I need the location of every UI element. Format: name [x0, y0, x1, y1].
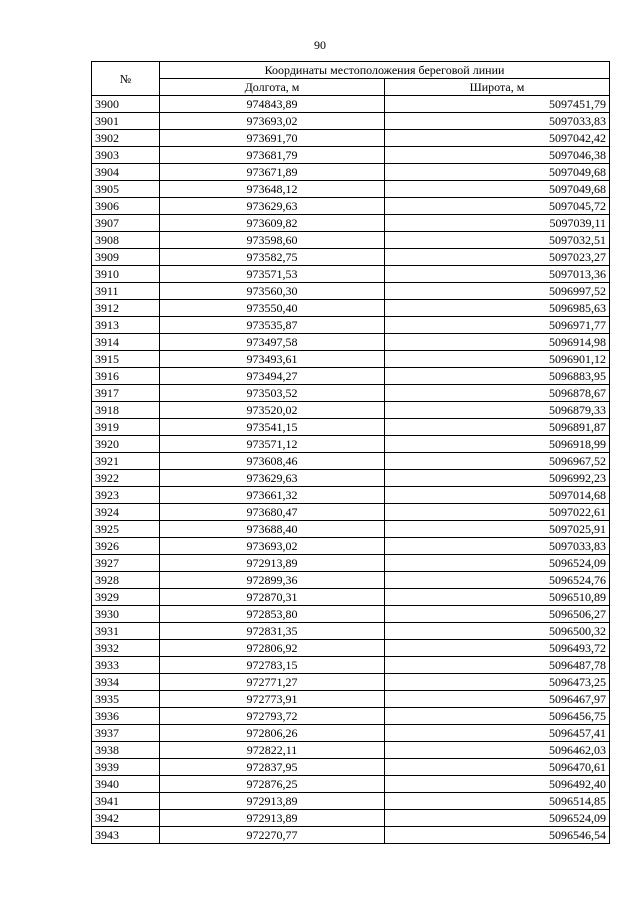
point-number-cell: 3910	[92, 266, 160, 283]
longitude-cell: 972270,77	[160, 827, 385, 844]
latitude-cell: 5096456,75	[385, 708, 610, 725]
table-row	[92, 742, 610, 759]
longitude-cell: 972913,89	[160, 793, 385, 810]
table-subheader-row	[92, 79, 610, 96]
latitude-cell: 5096506,27	[385, 606, 610, 623]
latitude-cell: 5096467,97	[385, 691, 610, 708]
point-number-cell: 3939	[92, 759, 160, 776]
longitude-cell: 972831,35	[160, 623, 385, 640]
latitude-cell: 5096918,99	[385, 436, 610, 453]
longitude-cell: 973520,02	[160, 402, 385, 419]
table-row	[92, 555, 610, 572]
table-row	[92, 164, 610, 181]
point-number-cell: 3924	[92, 504, 160, 521]
point-number-cell: 3937	[92, 725, 160, 742]
latitude-cell: 5096546,54	[385, 827, 610, 844]
point-number-cell: 3929	[92, 589, 160, 606]
table-row	[92, 691, 610, 708]
point-number-cell: 3914	[92, 334, 160, 351]
latitude-cell: 5096914,98	[385, 334, 610, 351]
point-number-cell: 3938	[92, 742, 160, 759]
latitude-cell: 5096992,23	[385, 470, 610, 487]
point-number-cell: 3901	[92, 113, 160, 130]
latitude-cell: 5097451,79	[385, 96, 610, 113]
table-row	[92, 759, 610, 776]
latitude-cell: 5097049,68	[385, 181, 610, 198]
coordinates-table	[91, 61, 610, 844]
point-number-cell: 3905	[92, 181, 160, 198]
latitude-cell: 5097032,51	[385, 232, 610, 249]
point-number-cell: 3933	[92, 657, 160, 674]
longitude-cell: 972793,72	[160, 708, 385, 725]
table-row	[92, 419, 610, 436]
point-number-cell: 3925	[92, 521, 160, 538]
latitude-column-header: Широта, м	[385, 79, 610, 96]
latitude-cell: 5096457,41	[385, 725, 610, 742]
longitude-cell: 973608,46	[160, 453, 385, 470]
latitude-cell: 5096470,61	[385, 759, 610, 776]
longitude-cell: 972876,25	[160, 776, 385, 793]
latitude-cell: 5097033,83	[385, 113, 610, 130]
table-row	[92, 334, 610, 351]
point-number-cell: 3922	[92, 470, 160, 487]
latitude-cell: 5096487,78	[385, 657, 610, 674]
latitude-cell: 5096493,72	[385, 640, 610, 657]
table-row	[92, 453, 610, 470]
longitude-cell: 973680,47	[160, 504, 385, 521]
latitude-cell: 5097045,72	[385, 198, 610, 215]
latitude-cell: 5097014,68	[385, 487, 610, 504]
table-row	[92, 436, 610, 453]
latitude-cell: 5097049,68	[385, 164, 610, 181]
point-number-cell: 3940	[92, 776, 160, 793]
latitude-cell: 5096462,03	[385, 742, 610, 759]
longitude-cell: 972773,91	[160, 691, 385, 708]
table-row	[92, 300, 610, 317]
latitude-cell: 5097042,42	[385, 130, 610, 147]
point-number-cell: 3917	[92, 385, 160, 402]
longitude-cell: 973693,02	[160, 538, 385, 555]
latitude-cell: 5097023,27	[385, 249, 610, 266]
longitude-cell: 972806,26	[160, 725, 385, 742]
point-number-cell: 3926	[92, 538, 160, 555]
longitude-cell: 973609,82	[160, 215, 385, 232]
latitude-cell: 5096510,89	[385, 589, 610, 606]
table-row	[92, 368, 610, 385]
latitude-cell: 5096514,85	[385, 793, 610, 810]
latitude-cell: 5096901,12	[385, 351, 610, 368]
point-number-cell: 3902	[92, 130, 160, 147]
latitude-cell: 5097025,91	[385, 521, 610, 538]
longitude-cell: 972870,31	[160, 589, 385, 606]
longitude-cell: 973535,87	[160, 317, 385, 334]
table-row	[92, 504, 610, 521]
longitude-cell: 972853,80	[160, 606, 385, 623]
table-row	[92, 470, 610, 487]
point-number-cell: 3932	[92, 640, 160, 657]
table-row	[92, 198, 610, 215]
point-number-cell: 3941	[92, 793, 160, 810]
point-number-cell: 3911	[92, 283, 160, 300]
table-row	[92, 674, 610, 691]
longitude-cell: 973550,40	[160, 300, 385, 317]
coordinates-group-header: Координаты местоположения береговой линии	[160, 62, 610, 79]
table-row	[92, 487, 610, 504]
table-row	[92, 640, 610, 657]
point-number-cell: 3907	[92, 215, 160, 232]
latitude-cell: 5096967,52	[385, 453, 610, 470]
longitude-cell: 973598,60	[160, 232, 385, 249]
table-row	[92, 776, 610, 793]
longitude-cell: 973571,12	[160, 436, 385, 453]
longitude-column-header: Долгота, м	[160, 79, 385, 96]
point-number-cell: 3931	[92, 623, 160, 640]
latitude-cell: 5096985,63	[385, 300, 610, 317]
table-row	[92, 181, 610, 198]
page-number: 90	[314, 38, 326, 52]
latitude-cell: 5097022,61	[385, 504, 610, 521]
point-number-cell: 3935	[92, 691, 160, 708]
table-row	[92, 130, 610, 147]
longitude-cell: 972913,89	[160, 555, 385, 572]
latitude-cell: 5096879,33	[385, 402, 610, 419]
point-number-cell: 3919	[92, 419, 160, 436]
longitude-cell: 973503,52	[160, 385, 385, 402]
longitude-cell: 972783,15	[160, 657, 385, 674]
table-row	[92, 827, 610, 844]
latitude-cell: 5096492,40	[385, 776, 610, 793]
table-row	[92, 810, 610, 827]
table-row	[92, 538, 610, 555]
latitude-cell: 5097046,38	[385, 147, 610, 164]
point-number-cell: 3942	[92, 810, 160, 827]
longitude-cell: 973541,15	[160, 419, 385, 436]
latitude-cell: 5096473,25	[385, 674, 610, 691]
point-number-cell: 3921	[92, 453, 160, 470]
latitude-cell: 5096500,32	[385, 623, 610, 640]
longitude-cell: 972837,95	[160, 759, 385, 776]
point-number-cell: 3900	[92, 96, 160, 113]
table-row	[92, 521, 610, 538]
longitude-cell: 973691,70	[160, 130, 385, 147]
table-row	[92, 402, 610, 419]
longitude-cell: 973571,53	[160, 266, 385, 283]
longitude-cell: 973648,12	[160, 181, 385, 198]
table-row	[92, 215, 610, 232]
table-row	[92, 385, 610, 402]
table-row	[92, 147, 610, 164]
table-row	[92, 232, 610, 249]
table-row	[92, 725, 610, 742]
table-row	[92, 589, 610, 606]
table-row	[92, 606, 610, 623]
point-number-cell: 3909	[92, 249, 160, 266]
table-row	[92, 266, 610, 283]
longitude-cell: 974843,89	[160, 96, 385, 113]
longitude-cell: 973661,32	[160, 487, 385, 504]
table-row	[92, 96, 610, 113]
point-number-cell: 3928	[92, 572, 160, 589]
longitude-cell: 972771,27	[160, 674, 385, 691]
point-number-cell: 3936	[92, 708, 160, 725]
latitude-cell: 5096524,09	[385, 555, 610, 572]
table-row	[92, 623, 610, 640]
table-row	[92, 351, 610, 368]
latitude-cell: 5097033,83	[385, 538, 610, 555]
point-number-cell: 3916	[92, 368, 160, 385]
longitude-cell: 973497,58	[160, 334, 385, 351]
longitude-cell: 972822,11	[160, 742, 385, 759]
latitude-cell: 5096997,52	[385, 283, 610, 300]
table-row	[92, 708, 610, 725]
latitude-cell: 5097039,11	[385, 215, 610, 232]
table-row	[92, 657, 610, 674]
longitude-cell: 973671,89	[160, 164, 385, 181]
point-number-cell: 3918	[92, 402, 160, 419]
longitude-cell: 972913,89	[160, 810, 385, 827]
table-row	[92, 249, 610, 266]
latitude-cell: 5096878,67	[385, 385, 610, 402]
longitude-cell: 973681,79	[160, 147, 385, 164]
latitude-cell: 5096971,77	[385, 317, 610, 334]
longitude-cell: 972899,36	[160, 572, 385, 589]
longitude-cell: 973688,40	[160, 521, 385, 538]
point-number-cell: 3943	[92, 827, 160, 844]
longitude-cell: 973693,02	[160, 113, 385, 130]
longitude-cell: 973494,27	[160, 368, 385, 385]
table-row	[92, 317, 610, 334]
table-row	[92, 572, 610, 589]
point-number-cell: 3903	[92, 147, 160, 164]
table-row	[92, 283, 610, 300]
point-number-cell: 3912	[92, 300, 160, 317]
point-number-cell: 3908	[92, 232, 160, 249]
longitude-cell: 972806,92	[160, 640, 385, 657]
point-number-cell: 3913	[92, 317, 160, 334]
longitude-cell: 973582,75	[160, 249, 385, 266]
longitude-cell: 973629,63	[160, 470, 385, 487]
longitude-cell: 973629,63	[160, 198, 385, 215]
longitude-cell: 973560,30	[160, 283, 385, 300]
point-number-cell: 3904	[92, 164, 160, 181]
latitude-cell: 5096891,87	[385, 419, 610, 436]
point-number-cell: 3927	[92, 555, 160, 572]
number-column-header: №	[92, 62, 160, 96]
point-number-cell: 3906	[92, 198, 160, 215]
table-header-row	[92, 62, 610, 79]
latitude-cell: 5096524,09	[385, 810, 610, 827]
latitude-cell: 5096524,76	[385, 572, 610, 589]
point-number-cell: 3923	[92, 487, 160, 504]
table-row	[92, 793, 610, 810]
point-number-cell: 3915	[92, 351, 160, 368]
point-number-cell: 3920	[92, 436, 160, 453]
longitude-cell: 973493,61	[160, 351, 385, 368]
latitude-cell: 5097013,36	[385, 266, 610, 283]
table-body	[92, 96, 610, 844]
table-row	[92, 113, 610, 130]
point-number-cell: 3930	[92, 606, 160, 623]
point-number-cell: 3934	[92, 674, 160, 691]
latitude-cell: 5096883,95	[385, 368, 610, 385]
